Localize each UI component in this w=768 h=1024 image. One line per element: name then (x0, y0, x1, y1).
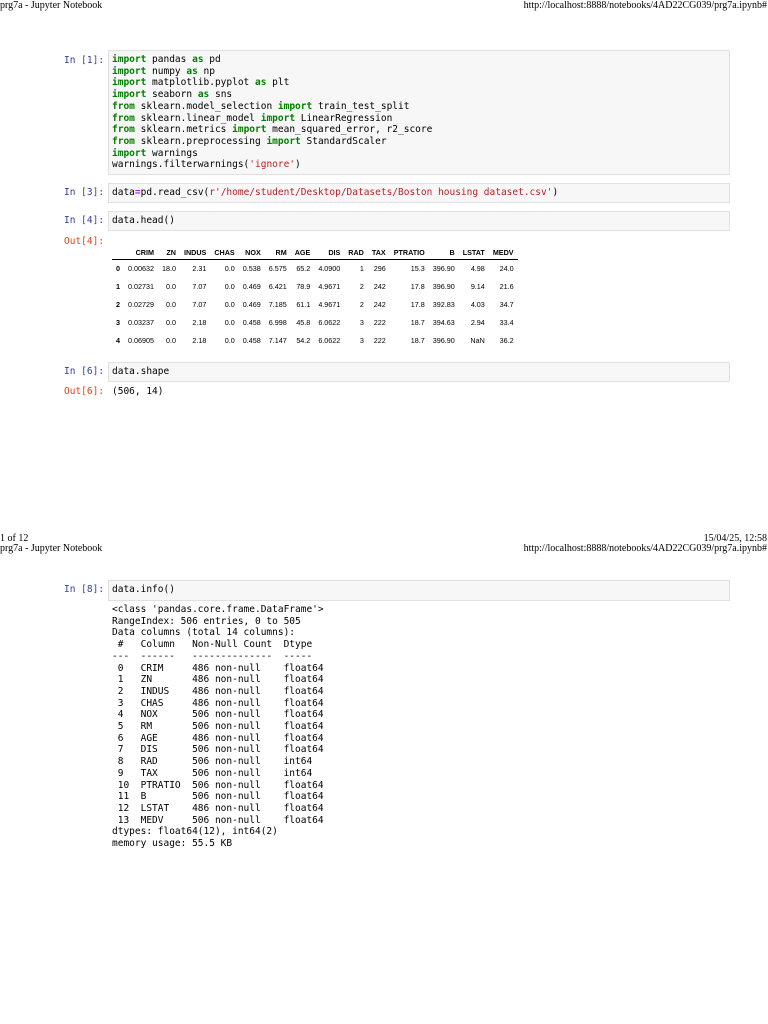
code-token: pd (203, 54, 221, 65)
table-cell: 0.0 (224, 335, 235, 345)
cell-8-code-editor[interactable] (108, 580, 730, 601)
cell-6-code-editor[interactable] (108, 362, 730, 382)
table-cell: 242 (373, 282, 386, 292)
code-token: StandardScaler (300, 135, 387, 147)
table-cell: 0.0 (165, 335, 176, 345)
code-token: as (186, 65, 198, 77)
cell-1-code-editor[interactable] (108, 50, 730, 175)
table-cell: 2.18 (192, 317, 207, 327)
column-header: RM (265, 245, 291, 260)
code-token: import (277, 100, 313, 112)
table-cell: 15.3 (410, 264, 425, 274)
table-cell: 7.07 (192, 282, 207, 292)
cell-3-code[interactable] (109, 184, 729, 199)
table-cell: 4.9671 (318, 299, 341, 309)
output-line: # Column Non-Null Count Dtype (112, 639, 324, 651)
page-title: prg7a - Jupyter Notebook (0, 0, 103, 11)
page-url: http://localhost:8888/notebooks/4AD22CG039/prg7a.ipynb# (523, 0, 767, 11)
table-cell: 2.31 (192, 264, 207, 274)
table-cell: 6.421 (268, 282, 287, 292)
table-cell: 0.469 (242, 299, 261, 309)
output-line: 10 PTRATIO 506 non-null float64 (112, 779, 324, 791)
table-cell: 0.0 (165, 282, 176, 292)
code-token: import (112, 89, 147, 101)
code-token: matplotlib.pyplot (146, 77, 255, 89)
table-cell: 2.94 (470, 317, 485, 327)
column-header: PTRATIO (390, 245, 429, 260)
table-cell: 1 (359, 264, 364, 274)
table-cell: 0.0 (224, 282, 235, 292)
cell-4-code[interactable] (109, 212, 729, 227)
table-cell: 0.458 (242, 317, 261, 327)
code-token: as (192, 54, 204, 65)
output-line: 1 ZN 486 non-null float64 (112, 674, 324, 686)
code-token: ) (552, 187, 559, 198)
code-token: plt (266, 77, 290, 89)
code-line (112, 54, 729, 66)
table-row (112, 278, 518, 296)
code-token: as (197, 89, 210, 101)
row-index: 4 (116, 335, 120, 345)
cell-6-output-prompt: Out[6]: (64, 386, 105, 397)
code-token: sklearn.metrics (134, 124, 233, 136)
table-cell: 6.998 (268, 317, 287, 327)
table-cell: 65.2 (296, 264, 311, 274)
code-token: sklearn.model_selection (134, 100, 278, 112)
table-cell: 394.63 (432, 317, 455, 327)
column-header: RAD (344, 245, 368, 260)
code-token: from (112, 124, 135, 136)
print-timestamp: 15/04/25, 12:58 (703, 533, 767, 544)
code-line (112, 77, 729, 89)
column-header: DIS (314, 245, 344, 260)
table-cell: NaN (470, 335, 485, 345)
table-cell: 3 (359, 335, 364, 345)
output-line: 4 NOX 506 non-null float64 (112, 709, 324, 721)
code-line (112, 136, 729, 148)
table-cell: 33.4 (499, 317, 514, 327)
table-cell: 18.7 (410, 335, 425, 345)
table-cell: 45.8 (296, 317, 311, 327)
cell-1-code[interactable] (109, 51, 729, 171)
row-index: 2 (116, 299, 120, 309)
table-cell: 6.0622 (318, 335, 341, 345)
cell-4-code-editor[interactable] (108, 211, 730, 231)
code-token: data (112, 187, 135, 198)
output-line: RangeIndex: 506 entries, 0 to 505 (112, 615, 301, 627)
code-line (112, 89, 729, 101)
cell-8-code[interactable]: data.info() (112, 584, 175, 595)
code-token: import (112, 147, 147, 159)
output-line: 11 B 506 non-null float64 (112, 791, 324, 803)
code-token: sns (209, 89, 233, 101)
code-token: = (134, 187, 141, 198)
code-line (112, 215, 729, 227)
output-line: 7 DIS 506 non-null float64 (112, 744, 324, 756)
table-cell: 24.0 (499, 264, 514, 274)
table-cell: 78.9 (296, 282, 311, 292)
code-token: data.head() (112, 215, 175, 226)
table-cell: 222 (373, 335, 386, 345)
table-cell: 17.8 (410, 282, 425, 292)
column-header (112, 245, 124, 260)
table-cell: 0.0 (224, 317, 235, 327)
table-cell: 0.03237 (128, 317, 154, 327)
output-line: 8 RAD 506 non-null int64 (112, 756, 324, 768)
row-index: 3 (116, 317, 120, 327)
output-line: 0 CRIM 486 non-null float64 (112, 662, 324, 674)
code-token: LinearRegression (295, 112, 393, 124)
output-line: 12 LSTAT 486 non-null float64 (112, 802, 324, 814)
cell-3-code-editor[interactable] (108, 183, 730, 203)
column-header: CRIM (124, 245, 158, 260)
cell-4-input-prompt: In [4]: (64, 215, 105, 226)
table-cell: 0.02729 (128, 299, 154, 309)
table-cell: 21.6 (499, 282, 514, 292)
code-token: numpy (146, 65, 187, 77)
table-cell: 34.7 (499, 299, 514, 309)
code-token: ) (295, 159, 301, 171)
table-header-row (112, 245, 518, 260)
table-cell: 18.7 (410, 317, 425, 327)
code-line (112, 66, 729, 78)
code-line (112, 148, 729, 160)
table-cell: 7.147 (268, 335, 287, 345)
code-token: pandas (146, 54, 193, 65)
column-header: INDUS (180, 245, 210, 260)
output-line: dtypes: float64(12), int64(2) (112, 826, 278, 838)
column-header: MEDV (489, 245, 518, 260)
table-cell: 2 (359, 282, 364, 292)
column-header: B (429, 245, 459, 260)
table-row (112, 296, 518, 314)
row-index: 1 (116, 282, 120, 292)
table-cell: 4.03 (470, 299, 485, 309)
table-cell: 0.06905 (128, 335, 154, 345)
code-token: r'/home/student/Desktop/Datasets/Boston housing dataset.csv' (209, 187, 553, 198)
column-header: LSTAT (459, 245, 489, 260)
output-line: 3 CHAS 486 non-null float64 (112, 697, 324, 709)
page-url: http://localhost:8888/notebooks/4AD22CG039/prg7a.ipynb# (523, 543, 767, 554)
table-cell: 242 (373, 299, 386, 309)
code-token: as (255, 77, 267, 89)
table-cell: 396.90 (432, 264, 455, 274)
code-line (112, 159, 729, 171)
code-token: import (112, 54, 147, 65)
table-cell: 0.469 (242, 282, 261, 292)
table-cell: 7.07 (192, 299, 207, 309)
table-cell: 7.185 (268, 299, 287, 309)
code-token: from (112, 112, 135, 124)
output-line: 9 TAX 506 non-null int64 (112, 767, 324, 779)
page-count: 1 of 12 (0, 533, 29, 544)
table-cell: 396.90 (432, 282, 455, 292)
table-cell: 296 (373, 264, 386, 274)
code-token: import (112, 65, 147, 77)
cell-8-input-prompt: In [8]: (64, 584, 105, 595)
page-title: prg7a - Jupyter Notebook (0, 543, 103, 554)
column-header: AGE (291, 245, 315, 260)
table-cell: 0.0 (224, 299, 235, 309)
code-token: from (112, 135, 135, 147)
table-cell: 17.8 (410, 299, 425, 309)
code-token: mean_squared_error, r2_score (266, 124, 433, 136)
column-header: TAX (368, 245, 390, 260)
cell-8-output (112, 604, 324, 850)
cell-3-input-prompt: In [3]: (64, 187, 105, 198)
table-row (112, 260, 518, 278)
output-line: memory usage: 55.5 KB (112, 838, 233, 850)
code-line (112, 113, 729, 125)
code-line (112, 101, 729, 113)
column-header: NOX (239, 245, 265, 260)
table-cell: 9.14 (470, 282, 485, 292)
code-token: 'ignore' (249, 159, 296, 171)
output-line: 13 MEDV 506 non-null float64 (112, 814, 324, 826)
code-token: import (232, 124, 267, 136)
output-line: 6 AGE 486 non-null float64 (112, 732, 324, 744)
table-cell: 4.9671 (318, 282, 341, 292)
row-index: 0 (116, 264, 120, 274)
table-cell: 18.0 (161, 264, 176, 274)
table-cell: 396.90 (432, 335, 455, 345)
code-token: import (112, 77, 147, 89)
code-token: seaborn (146, 89, 198, 101)
code-token: sklearn.preprocessing (134, 135, 267, 147)
code-token: from (112, 100, 135, 112)
code-token: import (260, 112, 296, 124)
code-token: pd.read_csv( (140, 187, 210, 198)
code-token: import (266, 135, 301, 147)
table-cell: 0.00632 (128, 264, 154, 274)
table-cell: 222 (373, 317, 386, 327)
table-row (112, 331, 518, 349)
cell-6-input-prompt: In [6]: (64, 366, 105, 377)
table-cell: 6.0622 (318, 317, 341, 327)
output-line: <class 'pandas.core.frame.DataFrame'> (112, 604, 324, 615)
table-cell: 2 (359, 299, 364, 309)
table-cell: 6.575 (268, 264, 287, 274)
cell-6-output: (506, 14) (112, 386, 164, 397)
code-line (112, 187, 729, 199)
output-line: 5 RM 506 non-null float64 (112, 721, 324, 733)
table-cell: 4.0900 (318, 264, 341, 274)
code-line (112, 124, 729, 136)
output-line: 2 INDUS 486 non-null float64 (112, 685, 324, 697)
table-row (112, 313, 518, 331)
column-header: ZN (158, 245, 180, 260)
output-line: --- ------ -------------- ----- (112, 650, 324, 662)
code-token: warnings.filterwarnings( (112, 159, 250, 171)
cell-1-input-prompt: In [1]: (64, 55, 105, 66)
table-cell: 36.2 (499, 335, 514, 345)
table-cell: 2.18 (192, 335, 207, 345)
table-cell: 392.83 (432, 299, 455, 309)
code-token: train_test_split (312, 100, 410, 112)
table-cell: 0.0 (165, 299, 176, 309)
table-cell: 61.1 (296, 299, 311, 309)
table-cell: 0.0 (224, 264, 235, 274)
cell-4-output-prompt: Out[4]: (64, 236, 105, 247)
dataframe-head-table (112, 245, 518, 349)
cell-6-code[interactable]: data.shape (112, 366, 170, 377)
code-token: warnings (146, 147, 198, 159)
table-cell: 3 (359, 317, 364, 327)
column-header: CHAS (210, 245, 238, 260)
table-cell: 0.458 (242, 335, 261, 345)
table-cell: 54.2 (296, 335, 311, 345)
output-line: Data columns (total 14 columns): (112, 627, 296, 639)
table-cell: 0.02731 (128, 282, 154, 292)
table-cell: 4.98 (470, 264, 485, 274)
code-token: sklearn.linear_model (134, 112, 261, 124)
table-cell: 0.538 (242, 264, 261, 274)
code-token: np (197, 65, 215, 77)
table-cell: 0.0 (165, 317, 176, 327)
